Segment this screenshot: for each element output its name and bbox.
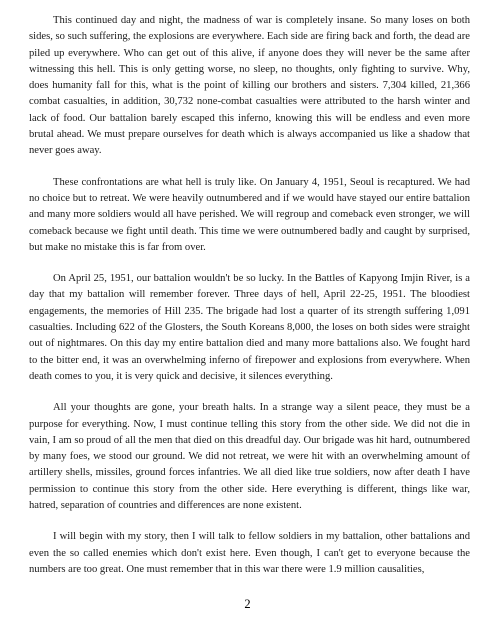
paragraph-5: I will begin with my story, then I will talk to fellow soldiers in my battalion, other battalions and even the so called enemies which don't exist here. Even though, I can't get to everyone because the numbers are too great. One must remember that in this war there were 1.9 million causalities, (29, 531, 470, 575)
paragraph-3: On April 25, 1951, our battalion wouldn't be so lucky. In the Battles of Kapyong Imjin River, is a day that my battalion will remember forever. Three days of hell, April 22-25, 1951. The bloodiest engagements, the memories of Hill 235. The brigade had lost a quarter of its strength suffering 1,091 casualties. Including 622 of the Glosters, the South Koreans 8,000, the loses on both sides were straight out of nightmares. On this day my entire battalion died and many more battalions also. We fought hard to the bitter end, it was an overwhelming inferno of firepower and explosions from everywhere. When death comes to you, it is very quick and decisive, it silences everything. (29, 273, 470, 382)
paragraph-4: All your thoughts are gone, your breath halts. In a strange way a silent peace, they must be a purpose for everything. Now, I must continue telling this story from the other side. We did not die in vain, I am so proud of all the men that died on this dreadful day. Our brigade was hit hard, outnumbered by many foes, we stood our ground. We did not retreat, we were hit with an overwhelming amount of artillery shells, missiles, ground forces infantries. We all died like true soldiers, now after death I have permission to continue this story from the other side. Here everything is different, things like war, hatred, separation of countries and differences are none existent. (29, 402, 470, 512)
page-number: 2 (244, 597, 251, 611)
paragraph-1: This continued day and night, the madness of war is completely insane. So many loses on both sides, so such suffering, the explosions are everywhere. Each side are firing back and forth, the dead are piled up everywhere. Who can get out of this alive, if anyone does they will never be the same after witnessing this hell. This is only getting worse, no sleep, no thoughts, only fighting to survive. Why, does humanity fall for this, what is the point of killing our brothers and sisters. 7,304 killed, 21,366 combat casualties, in addition, 30,732 none-combat casualties were attributed to the harsh winter and lack of food. Our battalion barely escaped this inferno, knowing this will be endless and even more brutal ahead. We must prepare ourselves for death which is always accompanied us like a shadow that never goes away. (29, 15, 470, 157)
paragraph-2: These confrontations are what hell is truly like. On January 4, 1951, Seoul is recaptured. We had no choice but to retreat. We were heavily outnumbered and if we would have stayed our entire battalion and many more soldiers would all have perished. We will regroup and comeback even stronger, we will comeback because we fight until death. This time we were outnumbered badly and caught by surprised, but make no mistake this is far from over. (29, 176, 470, 253)
